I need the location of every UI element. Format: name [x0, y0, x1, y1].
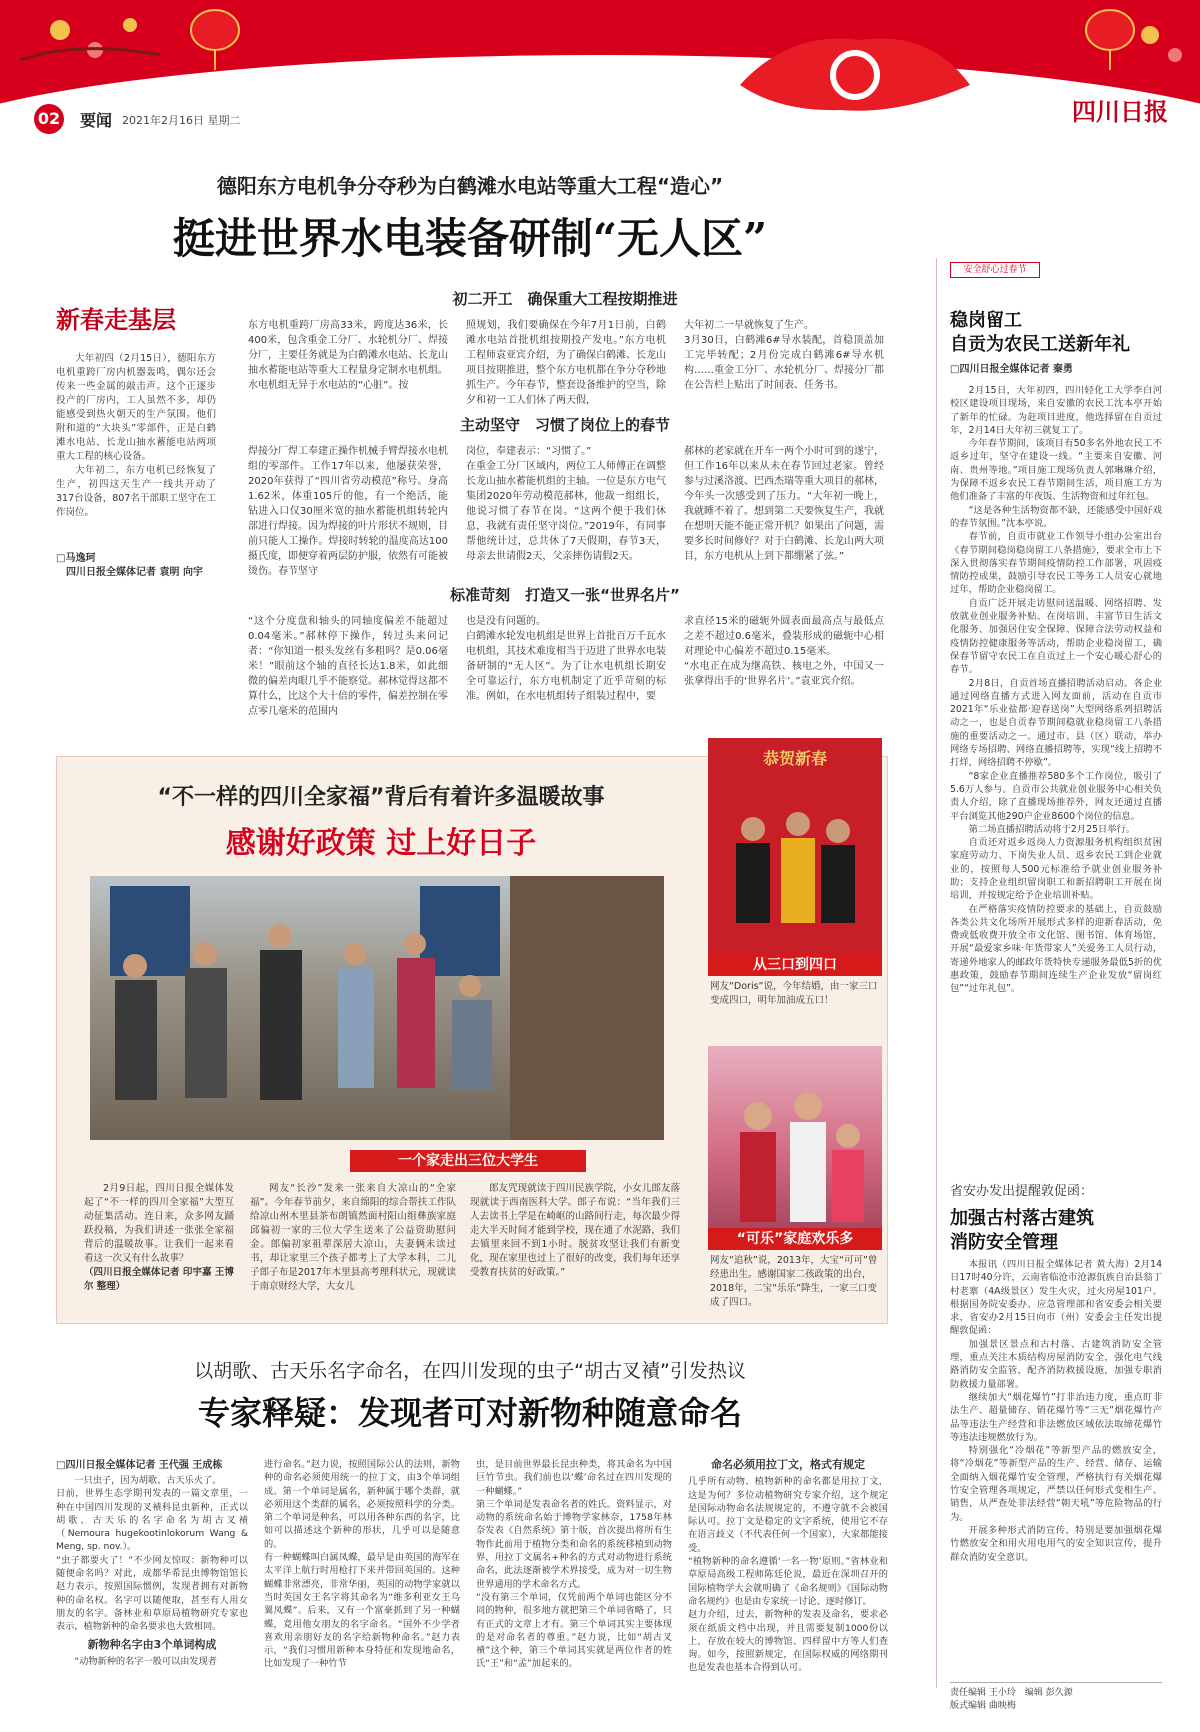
plum-blossom-icon: [1168, 48, 1182, 62]
side-photo-2: [708, 1046, 882, 1228]
lantern-icon: [191, 10, 239, 50]
bottom-kicker: 以胡歌、古天乐名字命名，在四川发现的虫子“胡古叉襀”引发热议: [194, 1360, 746, 1382]
lantern-icon: [1086, 10, 1134, 50]
side1-caption: 从三口到四口: [708, 954, 882, 976]
body-para: 自贡还对返乡返岗人力资源服务机构组织贫困家庭劳动力、下岗失业人员、返乡农民工到企业就业的，按照每人500元标准给予就业创业服务补助；支持企业组织留岗职工和新招聘职工开展在岗培训，并按规定给予企业培训补贴。: [950, 837, 1162, 902]
side1-note: 网友“Doris”说，今年结婚，由一家三口变成四口，明年加油成五口！: [710, 981, 878, 1006]
issue-date: 2021年2月16日 星期二: [122, 114, 241, 127]
bottom-col4: [688, 1458, 888, 1675]
intro-para: 大年初二，东方电机已经恢复了生产，初四这天生产一线共开动了317台设备，807名干部职工坚守在工作岗位。: [56, 465, 216, 518]
lead-column: 照规划，我们要确保在今年7月1日前，白鹤滩水电站首批机组按期投产发电。”东方电机工程师袁亚宾介绍，为了确保白鹤滩、长龙山项目按期推进，整个东方电机都在争分夺秒地抓生产。今年春节，整套设备维护的空当，除夕和初一工人们休了两天假，: [466, 320, 666, 406]
paper-logo: 四川日报: [1072, 97, 1168, 126]
plum-blossom-icon: [123, 18, 137, 32]
right2-kicker: 省安办发出提醒敦促函：: [950, 1184, 1094, 1199]
feature-credit: （四川日报全媒体记者 印宇嘉 王博尔 整理）: [84, 1267, 234, 1292]
section-heading: 主动坚守 习惯了岗位上的春节: [459, 416, 670, 434]
plum-blossom-icon: [1141, 26, 1159, 44]
body-para: 今年春节期间，该项目有50多名外地农民工不返乡过年，坚守在建设一线。“主要来自安徽、河南、贵州等地。”项目施工现场负责人郭琳琳介绍，为保障不返乡农民工春节期间生活，项目施工方为他们准备了丰富的年夜饭、生活物资和过年红包。: [950, 438, 1162, 503]
lead-column: 岗位，奉建表示：“习惯了。” 在重金工分厂区域内，两位工人师傅正在调整长龙山抽水蓄能机组的主轴。一位是东方电气集团2020年劳动模范郝林，他裁一组组长，他说习惯了春节在岗。“这两个便于我们休息，我就有责任坚守岗位。”2019年，有同事帮他统计过，总共休了7天假期，春节3天，母亲去世请假2天，父亲摔伤请假2天。: [466, 446, 666, 562]
lead-column: 郝林的老家就在开车一两个小时可到的遂宁，但工作16年以来从未在春节回过老家。曾经参与过溪洛渡、巴西杰瑞等重大项目的郝林，今年头一次感受到了压力。“大年初一晚上，我就睡不着了。想到第二天要恢复生产，我就在想明天能不能正常开机？如果出了问题，需要多长时间修好？对于白鹤滩、长龙山两大项目，东方电机从上到下都绷紧了弦。”: [684, 446, 884, 562]
lead-column: “这个分度盘和轴头的同轴度偏差不能超过0.04毫米。”郝林停下操作，转过头来问记者：“你知道一根头发丝有多粗吗？是0.06毫米！”眼前这个轴的直径长达1.8米，如此细微的偏差肉眼几乎不能察觉。郝林觉得这都不算什么，比这个大十倍的零件，偏差控制在零点零几毫米的范围内: [248, 616, 448, 717]
feature-col1: [84, 1182, 234, 1294]
editor-line: 责任编辑 王小玲 编辑 彭久源: [950, 1688, 1073, 1698]
lead-intro: [56, 352, 216, 520]
right-bottom-body: [950, 1258, 1162, 1564]
feature-para: 网友“长沙”发来一张来自大凉山的“全家福”。今年春节前夕，来自绵阳的综合帮扶工作队给凉山州木里县茶布朗镇然面村阳山组彝族家庭邱偏初一家的三位大学生送来了公益资助慰问金。郎偏初家祖辈深居大凉山，夫妻俩未读过书，却让家里三个孩子都考上了大学本科，二儿子郎子布是2017年木里县高考理科状元，现就读于南京财经大学，大女儿: [250, 1183, 456, 1292]
byline-line: 四川日报全媒体记者 袁明 向宇: [66, 567, 203, 578]
body-para: 2月8日，自贡首场直播招聘活动启动。各企业通过网络直播方式进入网友面前，活动在自贡市2021年“乐业盐都·迎春送岗”大型网络系列招聘活动之一，也是自贡春节期间稳就业稳岗留工八条措施的重要活动之一。通过市、县（区）联动，举办网络专场招聘、网络直播招聘等，实现“线上招聘不打烊，网络招聘不停歇”。: [950, 677, 1162, 769]
right2-headline-2: 消防安全管理: [950, 1232, 1058, 1253]
side2-caption: “可乐”家庭欢乐多: [708, 1228, 882, 1250]
lead-kicker: 德阳东方电机争分夺秒为白鹤滩水电站等重大工程“造心”: [216, 174, 724, 198]
bottom-para: 几乎所有动物、植物新种的命名都是用拉丁文，这是为何？多位动植物研究专家介绍，这个规定是国际动物命名法规规定的，不遵守就不会被国际认可。拉丁文是稳定的文字系统，使用它不存在语言歧义（不代表任何一个国家），大家都能接受。 “植物新种的命名遵循‘一名一物’原则。”省林业和草原局高级工程师陈廷伦说，最近在深圳召开的国际植物学大会就明确了《命名规则》《国际动物命名规约》也是由专家统一讨论、逐时修订。 赵力介绍，过去，新物种的发表及命名，要求必须在纸质文档中出现，并且需要复制1000份以上，存放在较大的博物馆、四样留中方等人们查询。如今，按照新规定，在国际权威的网络期刊也是发表也基本合得到认可。: [688, 1476, 888, 1674]
body-para: “8家企业直播推荐580多个工作岗位，吸引了5.6万人参与。自贡市公共就业创业服务中心相关负责人介绍，除了直播现场推荐外，网友还通过直播平台浏览其他290户企业8600个岗位的信息。: [950, 770, 1162, 822]
bottom-col2: 进行命名。”赵力说，按照国际公认的法则，新物种的命名必须使用统一的拉丁文，由3个单词组成。第一个单词是属名，新种属于哪个类群，就必须用这个类群的属名，必须按照科学的分类。第二个单词是种名，可以用各种东西的名字，比如可以描述这个新种的形状，几乎可以是随意的。 有一种蝴蝶叫白属凤蝶，最早是由英国的海军在太平洋上航行时用枪打下来并带回英国的。这种蝴蝶非常漂亮，非常华丽，英国的动物学家就以当时英国女王名字将其命名为“维多利亚女王乌翼凤蝶”。后来，又有一个富豪抓到了另一种蝴蝶，竟用他女朋友的名字命名。“国外不少学者喜欢用亲朋好友的名字给新物种命名。”赵力表示，“我们习惯用新种本身特征和发现地命名，比如发现了一种竹节: [264, 1459, 460, 1670]
side2-note: 网友“追秋”说，2013年，大宝“可可”曾经患出生。感谢国家二孩政策的出台，2018年，二宝“乐乐”降生，一家三口变成了四口。: [710, 1255, 878, 1308]
feature-headline: 感谢好政策 过上好日子: [225, 826, 537, 861]
body-para: 加强景区景点和古村落、古建筑消防安全管理，重点关注木质结构房屋消防安全，强化电气线路消防安全监管，配齐消防救援设施，加强专职消防救援力量部署。: [950, 1338, 1162, 1390]
side-photo-1: [708, 738, 882, 954]
column-tag: 新春走基层: [56, 306, 176, 334]
body-para: “这是各种生活物资都不缺，还能感受中国好戏的春节氛围。”沈本亭说。: [950, 504, 1162, 529]
lead-column: 大年初二一早就恢复了生产。 3月30日，白鹤滩6#导水装配，首稳顶盖加工完毕转配；2月份完成白鹤滩6#导水机构……重金工分厂、水轮机分厂、焊接分厂都在公告栏上贴出了时间表、任务书。: [684, 320, 884, 391]
feature-para: 郎友咒现就读于四川民族学院，小女儿郎友落现就读于西南医科大学。郎子布说：“当年我们三人去读书上学是在崎岖的山路间行走，每次最少得走大半天时间才能到学校，现在通了水泥路，我们去镇里来回不到1小时。脱贫攻坚让我们有新变化，现在家里也过上了很好的改变，我们每年还享受教育扶贫的好政策。”: [470, 1183, 680, 1278]
body-para: 2月15日，大年初四，四川轻化工大学李白河校区建设项目现场，来自安徽的农民工沈本亭开始了新年的忙碌。为赶项目进度，他选择留在自贡过年，2月14日大年初三就复工了。: [950, 385, 1162, 436]
lead-headline: 挺进世界水电装备研制“无人区”: [172, 214, 768, 263]
bottom-col1: [56, 1474, 248, 1668]
byline-line: □马逸珂: [56, 553, 96, 564]
plum-blossom-icon: [50, 20, 70, 40]
feature-col2: [250, 1182, 456, 1294]
body-para: 本报讯（四川日报全媒体记者 黄大海）2月14日17时40分许，云南省临沧市沧源佤族自治县翁丁村老寨（4A级景区）发生火灾，过火房屋101户。根据国务院安委办、应急管理部和省安委会相关要求，省安办2月15日向市（州）安委会主任发出提醒敦促函：: [950, 1259, 1162, 1337]
body-para: 春节前，自贡市就业工作领导小组办公室出台《春节期间稳岗稳岗留工八条措施》，要求全市上下深入贯彻落实春节期间疫情防控工作部署，巩固疫情防控成果，鼓励引导农民工等务工人员安心就地过年，帮助企业稳岗留工。: [950, 531, 1162, 596]
bottom-headline: 专家释疑：发现者可对新物种随意命名: [197, 1394, 742, 1432]
body-para: 开展多种形式消防宣传，特别是要加强烟花爆竹燃放安全和用火用电用气的安全知识宣传，提升群众消防安全意识。: [950, 1524, 1162, 1563]
bottom-col3: 虫，是目前世界最长昆虫种类，将其命名为中国巨竹节虫。我们前也以‘蝶’命名过在四川发现的一种蝴蝶。” 第三个单词是发表命名者的姓氏。资料显示，对动物的系统命名始于博物学家林奈，1758年林奈发表《自然系统》第十版，首次提出将所有生物作此前用于植物分类和命名的系统移植到动物界，用拉丁文属名+种名的方式对动物进行系统命名，此法逐渐被学术界接受，成为对一切生物世界通用的学术命名方式。 “没有第三个单词，仅凭前两个单词也能区分不同的物种，很多地方就把第三个单词省略了，只有正式的文章上才有。第三个单词其实主要体现的是对命名者的尊重。”赵力说，比如“胡古叉襀”这个种，第三个单词其实就是两位作者的姓氏“王”和“孟”加起来的。: [476, 1459, 672, 1670]
right-headline-1: 稳岗留工: [950, 310, 1022, 331]
body-para: 在严格落实疫情防控要求的基础上，自贡鼓励各类公共文化场所开展形式多样的迎新春活动，免费或低收费开放全市文化馆、图书馆、体育场馆，开展“最爱家乡味·年货带家人”关爱务工人员行动，寄递外地家人的邮政年货特快专递服务最低5折的优惠政策，鼓励春节期间连续生产企业发放“留岗红包”“过年礼包”。: [950, 903, 1162, 995]
feature-para: 2月9日起，四川日报全媒体发起了“不一样的四川全家福”大型互动征集活动。连日来，众多网友踊跃投稿，为我们讲述一张张全家福背后的温暖故事。让我们一起来看看这一次又有什么故事？: [84, 1183, 234, 1264]
editor-credits: [950, 1682, 1162, 1713]
lead-column: 东方电机重跨厂房高33米，跨度达36米，长400米，包含重金工分厂、水轮机分厂、焊接分厂，主要任务就是为白鹤滩水电站、长龙山抽水蓄能电站等重大工程量身定制水电机组。 水电机组无异于水电站的“心脏”。按: [248, 320, 448, 391]
right2-headline-1: 加强古村落古建筑: [950, 1208, 1094, 1229]
family-figures-icon: [708, 1046, 882, 1228]
intro-para: 大年初四（2月15日），德阳东方电机重跨厂房内机器轰鸣，偶尔还会传来一些金属的敲击声。这个正逐步投产的厂房内，工人虽然不多，却仍能感受到热火朝天的生产氛围。他们附和道的“大块头”零部件，正是白鹤滩水电站、长龙山抽水蓄能电站两项重大工程的核心设备。: [56, 353, 216, 462]
right-byline: □四川日报全媒体记者 秦勇: [950, 364, 1073, 375]
family-figures-icon: [708, 769, 882, 949]
right-top-body: [950, 384, 1162, 996]
bottom-para: 一只虫子，因为胡歌、古天乐火了。 日前，世界生态学期刊发表的一篇文章里，一种在中国四川发现的叉襀科昆虫新种，正式以胡歌、古天乐的名字命名为胡古叉襀（Nemoura hugekootinlokorum Wang & Meng, sp. nov.）。 “虫子都要火了！”不少网友惊叹：新物种可以随便命名吗？对此，成都华希昆虫博物馆馆长赵力表示，按照国际惯例，发现者拥有对新物种的命名权。名字可以随便取，甚至有人用女朋友的名字。备林业和草原局植物研究专家也表示，植物新种的命名要求也大致相同。: [56, 1475, 248, 1633]
lead-byline: [56, 552, 236, 580]
poster-text: 恭贺新春: [762, 749, 827, 768]
feature-kicker: “不一样的四川全家福”背后有着许多温暖故事: [157, 785, 605, 810]
editor-line: 版式编辑 曲映梅: [950, 1701, 1016, 1711]
body-para: 自贡广泛开展走访慰问送温暖、网络招聘、发放就业创业服务补贴、在岗培训、丰富节日生活文化服务、加强居住安全保障、保障合法劳动权益和疫情防控健康服务等活动，帮助企业稳岗留工，确保春节留守农民工在自贡过上一个安心暖心舒心的春节。: [950, 597, 1162, 676]
body-para: 第二场直播招聘活动将于2月25日举行。: [968, 823, 1136, 835]
bottom-subheading: 新物种名字由3个单词构成: [87, 1637, 217, 1651]
column-divider: [936, 258, 937, 1688]
body-para: 继续加大“烟花爆竹”打非治违力度，重点盯非法生产、超量储存、销花爆竹等“三无”烟花爆竹产品等违法生产经营和非法燃放区域依法取缔花爆竹等违法违规燃放行为。: [950, 1391, 1162, 1443]
lead-column: 求直径15米的磁轭外圆表面最高点与最低点之差不超过0.6毫米，叠装形成的磁轭中心相对理论中心偏差不超过0.15毫米。 “水电正在成为继高铁、核电之外，中国又一张拿得出手的‘世界名片’。”袁亚宾介绍。: [684, 616, 884, 687]
bottom-subheading: 命名必须用拉丁文，格式有规定: [711, 1458, 865, 1471]
section-heading: 初二开工 确保重大工程按期推进: [452, 290, 678, 308]
right-headline-2: 自贡为农民工送新年礼: [950, 334, 1130, 355]
column-tag-right: 安全舒心过春节: [950, 262, 1040, 278]
bottom-para: “动物新种的名字一般可以由发现者: [74, 1655, 217, 1667]
family-figures-icon: [90, 876, 664, 1140]
main-photo-caption: 一个家走出三位大学生: [350, 1150, 586, 1172]
page-number: 02: [34, 104, 64, 134]
feature-col3: [470, 1182, 680, 1280]
lead-column: 焊接分厂焊工奉建正操作机械手臂焊接水电机组的零部件。工作17年以来，他屡获荣誉，2020年获得了“四川省劳动模范”称号。身高1.62米，体重105斤的他，有一个绝活，能钻进入口仅30厘米宽的抽水蓄能机组转轮内部进行焊接。因为焊接的叶片形状不规则，目前只能人工操作。焊接时转轮的温度高达100摄氏度，即便穿着两层防护服，依然有可能被烫伤。春节坚守: [248, 446, 448, 577]
lead-column: 也是没有问题的。 白鹤滩水轮发电机组是世界上首批百万千瓦水电机组，其技术难度相当于迈进了世界水电装备研制的“无人区”。为了让水电机组长期安全可靠运行，东方电机制定了近乎苛刻的标准。例如，在水电机组转子组装过程中，要: [466, 616, 666, 702]
section-heading: 标准苛刻 打造又一张“世界名片”: [450, 586, 680, 604]
body-para: 特别强化“冷烟花”等新型产品的燃放安全，将“冷烟花”等新型产品的生产、经营、储存、运输全面纳入烟花爆竹安全管理，严格执行有关烟花爆竹安全管理各项规定，严禁以任何形式变相生产、销售，从严查处非法经营“朝天吼”等危险物品的行为。: [950, 1445, 1162, 1523]
bottom-byline: □四川日报全媒体记者 王代强 王成栋: [56, 1460, 223, 1471]
section-name: 要闻: [80, 111, 113, 130]
family-photo: [90, 876, 664, 1140]
